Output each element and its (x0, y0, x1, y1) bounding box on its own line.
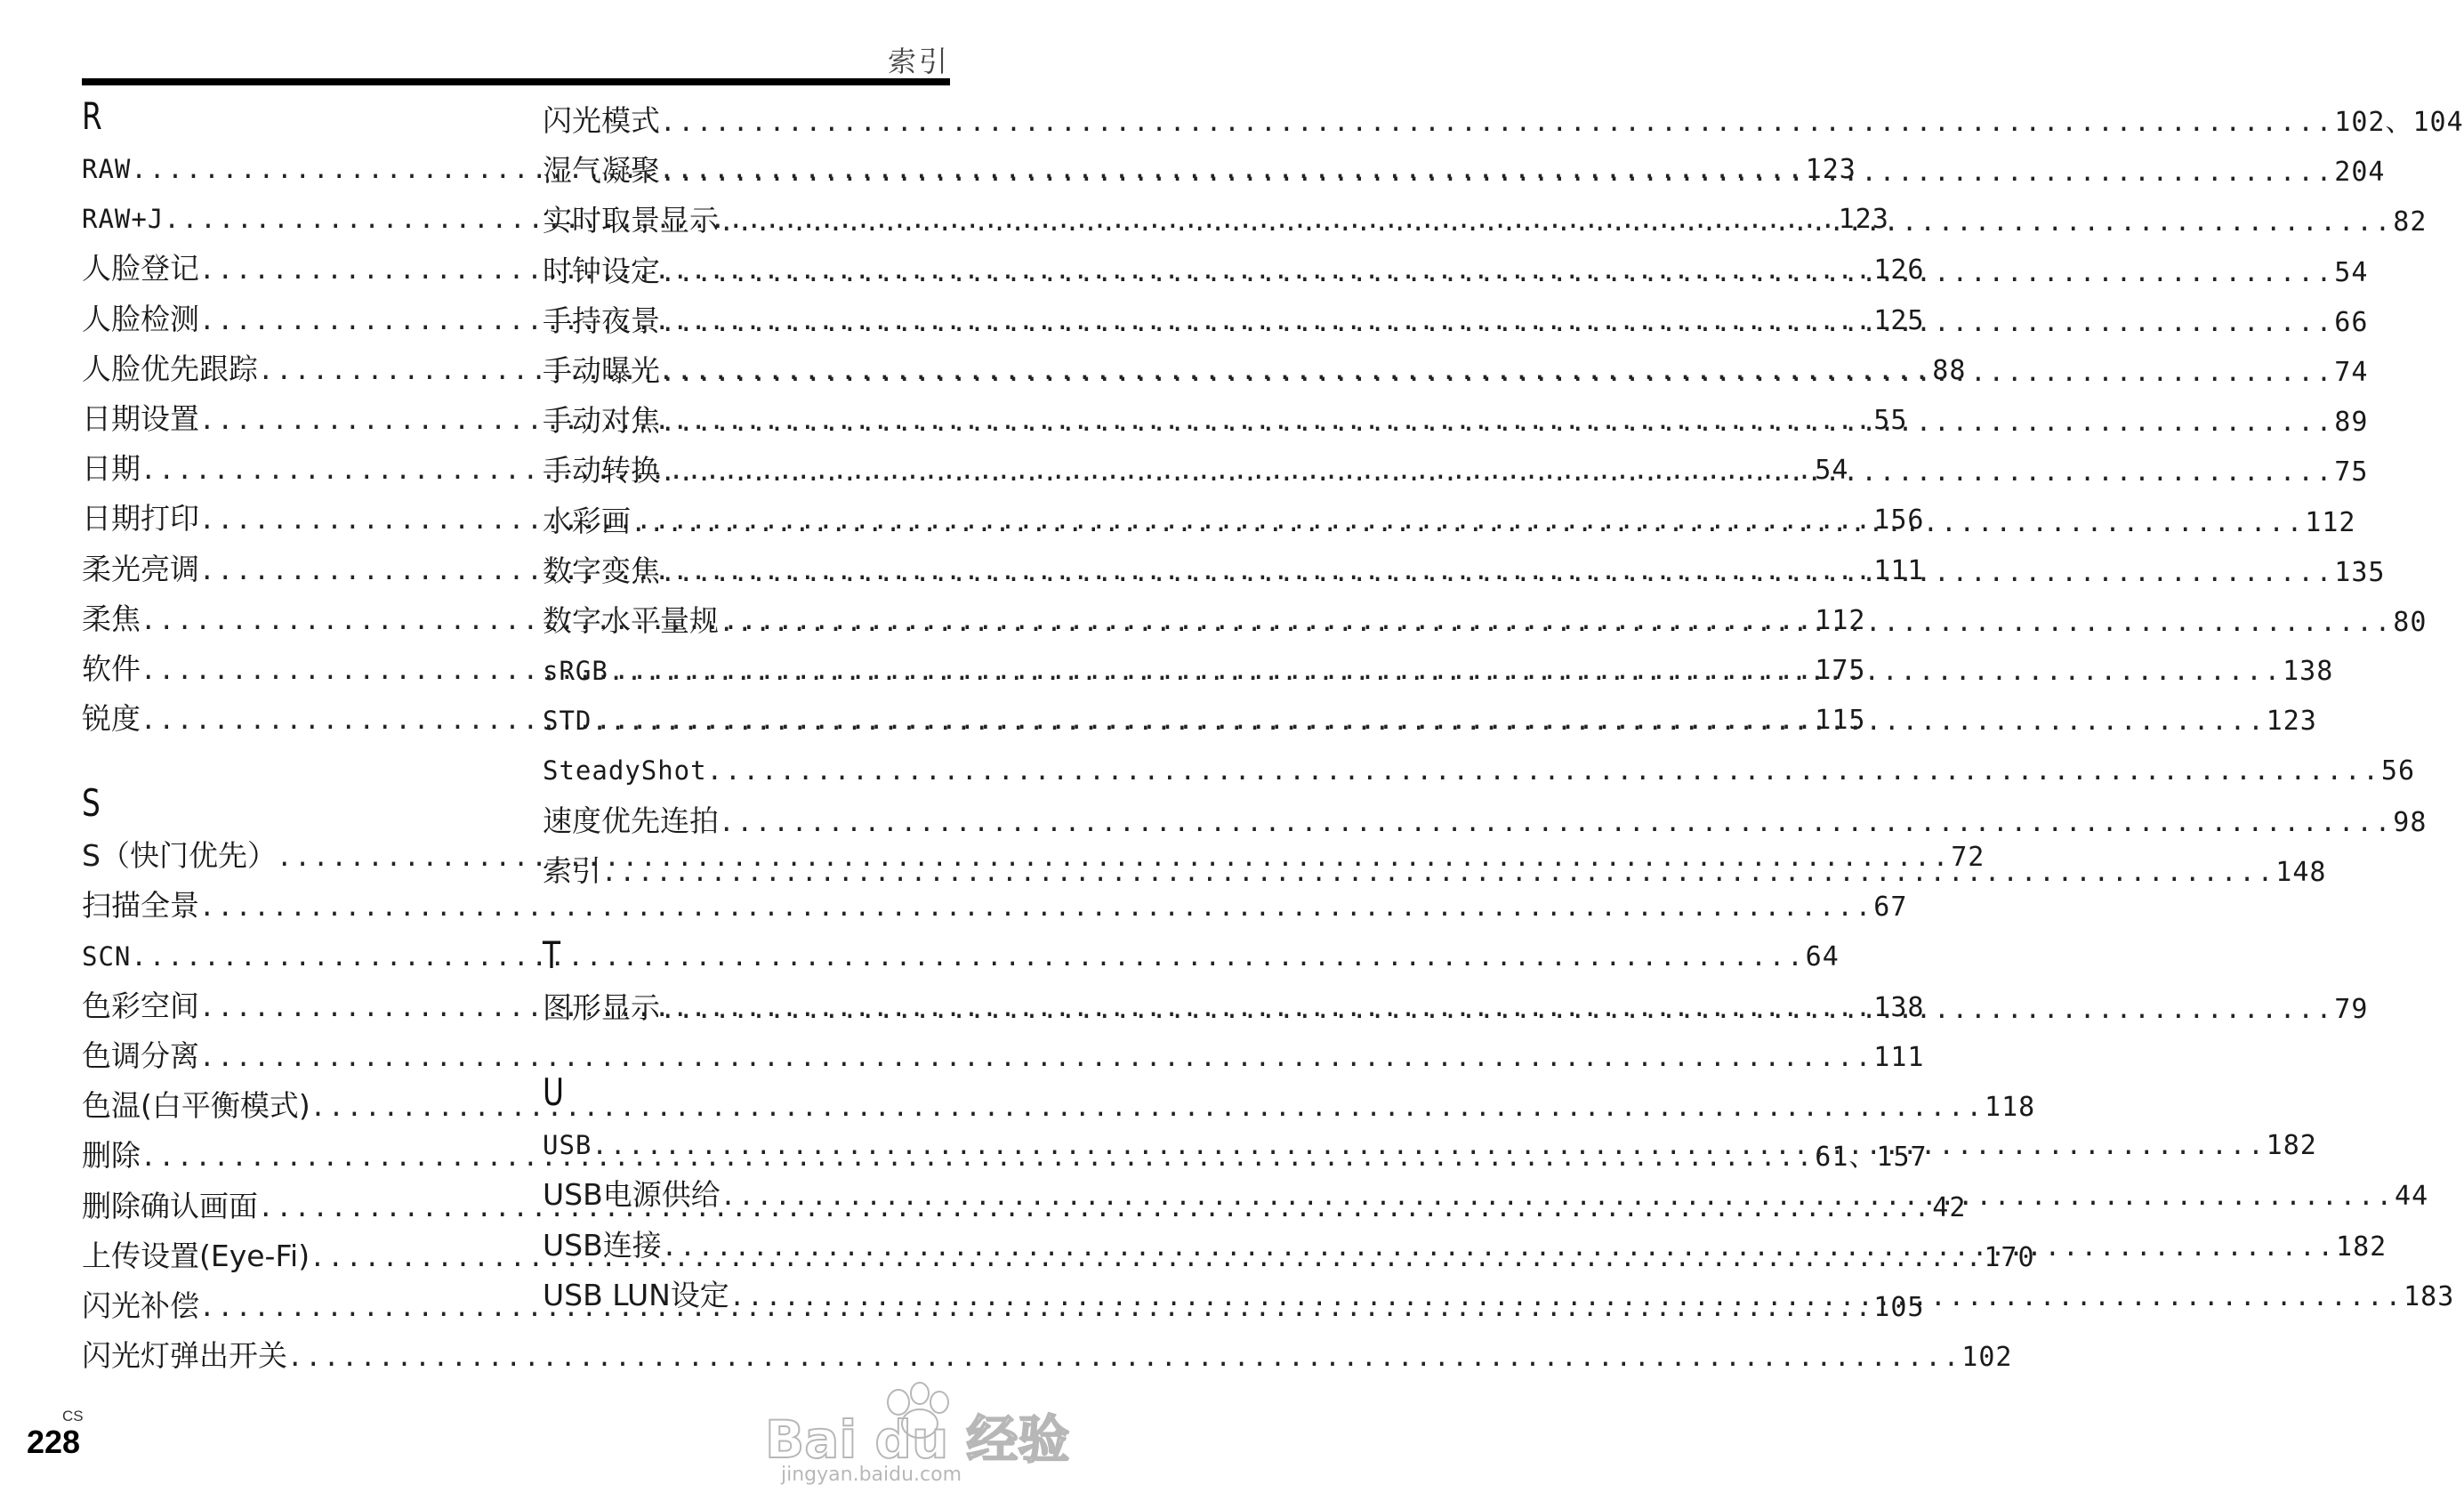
page-reference: 44 (2395, 1181, 2429, 1213)
index-term: USB电源供给 (543, 1177, 721, 1213)
page-reference: 64 (1805, 940, 1840, 972)
dot-leader (660, 447, 2334, 496)
page-reference: 80 (2393, 606, 2428, 638)
page-reference: 138 (2283, 656, 2334, 688)
index-term: 图形显示 (543, 990, 660, 1025)
dot-leader (287, 1332, 1961, 1382)
index-term: 水彩画 (543, 503, 631, 538)
page-reference: 182 (2336, 1231, 2388, 1263)
index-term: sRGB (543, 656, 608, 687)
dot-leader (660, 247, 2334, 297)
section-letter: S (82, 781, 101, 826)
index-term: 删除确认画面 (82, 1188, 258, 1223)
language-code: CS (62, 1408, 84, 1424)
index-term: 日期设置 (82, 400, 199, 436)
dot-leader (719, 197, 2393, 246)
index-term: 时钟设定 (543, 253, 660, 288)
index-term: 锐度 (82, 701, 141, 737)
index-term: 扫描全景 (82, 888, 199, 924)
index-entry (82, 1031, 1925, 1081)
index-term: 日期 (82, 451, 141, 487)
page-reference: 82 (2393, 206, 2428, 238)
index-entry (82, 1331, 2013, 1381)
index-term: 色温(白平衡模式) (82, 1088, 310, 1124)
page-reference: 111 (1873, 1042, 1925, 1073)
page-reference: 125 (1873, 304, 1925, 336)
page-reference: 182 (2266, 1130, 2317, 1162)
page-reference: 138 (1873, 991, 1925, 1023)
dot-leader (199, 1032, 1873, 1082)
index-term: 实时取景显示 (543, 203, 719, 238)
index-term: 闪光补偿 (82, 1287, 199, 1323)
index-term: 手动对焦 (543, 403, 660, 439)
dot-leader (660, 147, 2334, 197)
index-term: 数字变焦 (543, 553, 660, 588)
page-reference: 54 (1815, 455, 1849, 487)
index-term: USB连接 (543, 1227, 662, 1263)
dot-leader (719, 597, 2393, 647)
page-reference: 67 (1873, 892, 1908, 924)
page-reference: 75 (2334, 456, 2369, 488)
page-reference: 135 (2334, 556, 2386, 588)
index-entry (543, 96, 2464, 146)
index-term: 闪光模式 (543, 103, 660, 138)
page-reference: 123 (1838, 204, 1889, 236)
index-term: RAW (82, 154, 132, 184)
baidu-jingyan-watermark (763, 1368, 1070, 1486)
dot-leader (608, 646, 2283, 696)
section-gap (82, 744, 491, 783)
dot-leader (660, 297, 2334, 347)
index-entry (82, 1081, 2036, 1131)
page-footer (27, 1408, 84, 1460)
page-reference: 118 (1985, 1092, 2036, 1124)
page-reference: 102 (1961, 1342, 2013, 1374)
page-reference: 111 (1873, 554, 1925, 586)
index-term: 色彩空间 (82, 988, 199, 1023)
section-gap (543, 896, 950, 935)
dot-leader (131, 932, 1805, 981)
page-reference: 66 (2334, 306, 2369, 338)
page-reference: 123 (1805, 154, 1856, 185)
dot-leader (660, 347, 2334, 397)
index-entry (82, 932, 1840, 981)
index-term: 手动曝光 (543, 352, 660, 388)
index-entry (543, 746, 2416, 795)
page-reference: 98 (2393, 806, 2428, 838)
page-reference: 79 (2334, 994, 2369, 1025)
index-term: 柔光亮调 (82, 551, 199, 586)
page-reference: 89 (2334, 407, 2369, 439)
page-reference: 88 (1932, 354, 1967, 386)
page-reference: 183 (2404, 1280, 2455, 1312)
index-entry (82, 881, 1908, 931)
page-reference: 156 (1873, 504, 1925, 537)
page-reference: 56 (2380, 755, 2416, 787)
index-term: 速度优先连拍 (543, 803, 719, 838)
page-reference: 175 (1815, 654, 1866, 686)
page-reference: 72 (1951, 842, 1985, 874)
index-term: 手动转换 (543, 453, 660, 488)
dot-leader (592, 696, 2266, 746)
index-term: SteadyShot (543, 755, 707, 787)
index-term: 索引 (543, 852, 601, 888)
page-reference: 126 (1873, 254, 1925, 286)
dot-leader (660, 984, 2334, 1034)
dot-leader (592, 1120, 2266, 1170)
dot-leader (707, 746, 2381, 795)
page-reference: 74 (2334, 356, 2369, 388)
index-term: 手持夜景 (543, 303, 660, 338)
index-term: 上传设置(Eye-Fi) (82, 1238, 310, 1273)
header-title: 索引 (887, 44, 950, 78)
section-letter: T (543, 933, 561, 977)
index-term: 人脸登记 (82, 251, 199, 286)
page-reference: 112 (2305, 506, 2356, 538)
index-entry (543, 796, 2428, 846)
dot-leader (721, 1171, 2395, 1221)
page-reference: 112 (1815, 604, 1866, 636)
page-reference: 54 (2334, 256, 2369, 288)
index-term: USB (543, 1130, 592, 1161)
section-letter: U (543, 1070, 564, 1115)
index-term: 日期打印 (82, 501, 199, 537)
index-term: RAW+J (82, 204, 165, 235)
page-reference: 148 (2275, 856, 2327, 888)
page-header (82, 34, 950, 85)
page-reference: 61、157 (1815, 1142, 1928, 1174)
dot-leader (660, 547, 2334, 597)
index-term: S（快门优先） (82, 838, 277, 874)
dot-leader (601, 847, 2275, 897)
page-reference: 204 (2334, 157, 2386, 189)
index-term: 数字水平量规 (543, 602, 719, 638)
page-reference: 105 (1873, 1291, 1925, 1323)
header-rule (82, 78, 950, 85)
dot-leader (631, 497, 2305, 547)
section-gap (543, 1033, 950, 1072)
index-term: 色调分离 (82, 1038, 199, 1073)
index-term: STD (543, 706, 592, 737)
page-reference: 102、104 (2334, 107, 2464, 138)
page-reference: 42 (1932, 1191, 1967, 1223)
page-number: 228 (27, 1424, 81, 1460)
dot-leader (660, 397, 2334, 447)
index-term: 湿气凝聚 (543, 153, 660, 189)
dot-leader (719, 797, 2393, 847)
index-term: SCN (82, 940, 132, 972)
page-reference: 55 (1873, 404, 1908, 436)
watermark-brand: Bai du 经验 (765, 1409, 1070, 1470)
dot-leader (660, 97, 2334, 147)
index-term: 柔焦 (82, 601, 141, 636)
dot-leader (662, 1222, 2336, 1271)
page-reference: 170 (1984, 1241, 2035, 1273)
index-term: 删除 (82, 1138, 141, 1174)
index-term: 人脸优先跟踪 (82, 351, 258, 386)
index-term: USB LUN设定 (543, 1277, 729, 1312)
dot-leader (729, 1271, 2404, 1321)
page-reference: 115 (1815, 705, 1866, 737)
index-term: 软件 (82, 650, 141, 686)
watermark-url: jingyan.baidu.com (781, 1464, 962, 1486)
index-term: 闪光灯弹出开关 (82, 1338, 287, 1374)
section-letter: R (82, 94, 102, 138)
index-term: 人脸检测 (82, 301, 199, 336)
page-reference: 123 (2266, 706, 2317, 738)
